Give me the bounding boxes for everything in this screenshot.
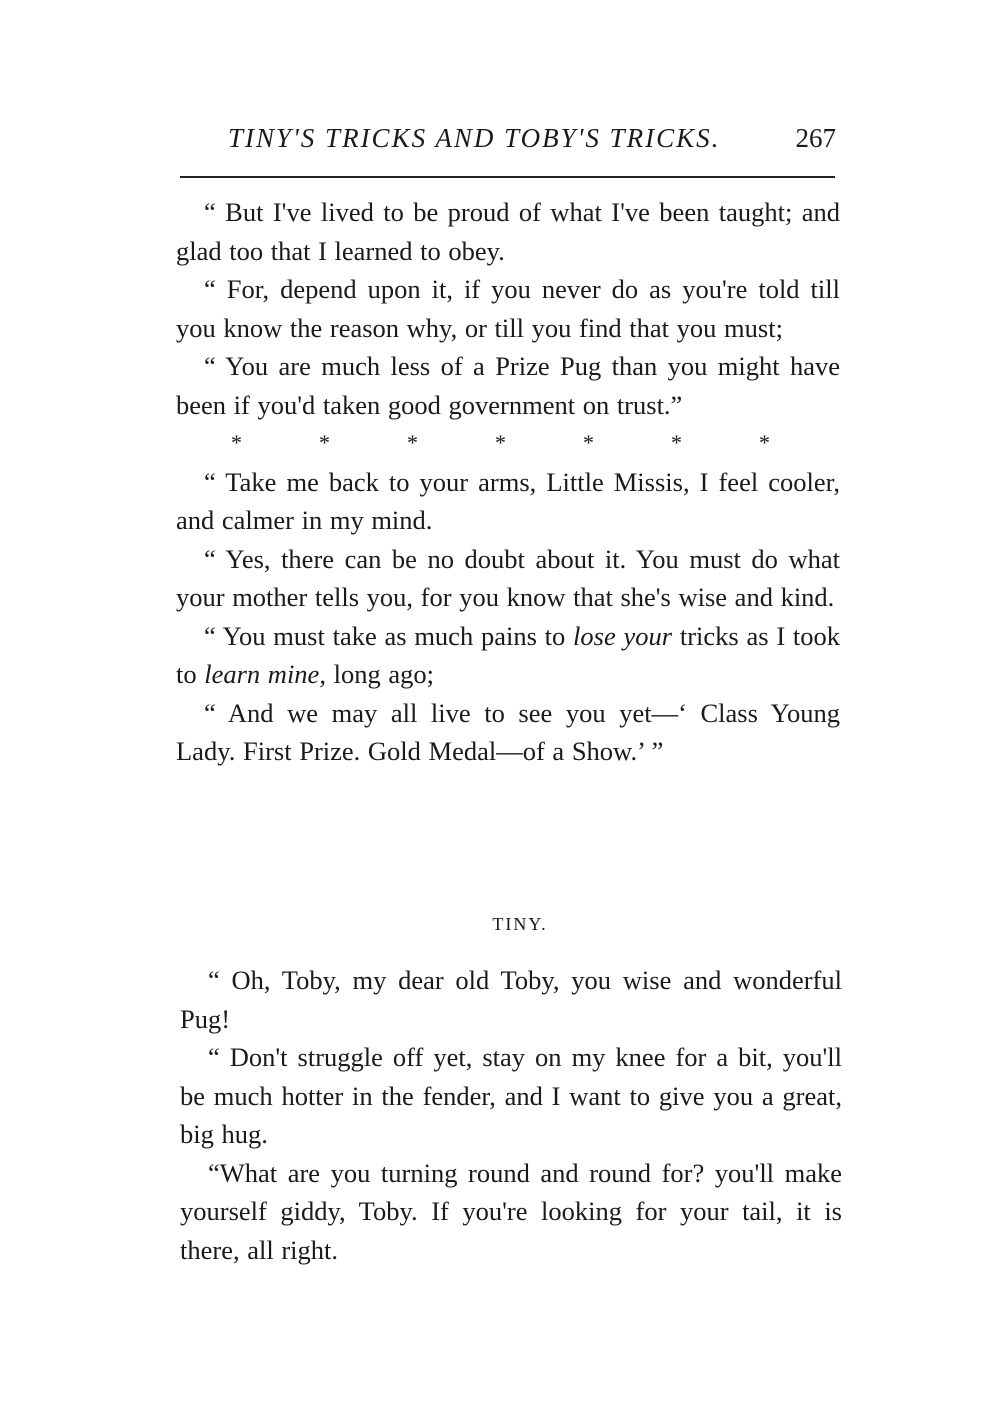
header-rule [180,176,835,178]
running-head [178,118,838,158]
star-ornament: * [495,430,506,455]
star-ornament: * [231,430,242,455]
emphasis: lose your [573,620,673,651]
paragraph [176,617,840,694]
running-title: TINY'S TRICKS AND TOBY'S TRICKS. [228,123,721,153]
star-ornament: * [671,430,682,455]
paragraph: “ Take me back to your arms, Little Missis, I feel cooler, and calmer in my mind. [176,466,840,535]
section-heading: TINY. [492,914,548,934]
page-number: 267 [795,123,836,153]
star-ornament: * [583,430,594,455]
paragraph: “What are you turning round and round for? you'll make yourself giddy, Toby. If you're looking for your tail, it is there, all right. [180,1157,842,1265]
star-ornament: * [759,430,770,455]
star-ornament: * [407,430,418,455]
paragraph: “ You are much less of a Prize Pug than you might have been if you'd taken good government on trust.” [176,351,840,420]
paragraph: “ And we may all live to see you yet—‘ Class Young Lady. First Prize. Gold Medal—of a Show.’ ” [176,697,840,766]
paragraph-text: “ You must take as much pains to [204,620,574,651]
paragraph: “ Don't struggle off yet, stay on my knee for a bit, you'll be much hotter in the fender, and I want to give you a great, big hug. [180,1042,842,1149]
paragraph: “ Oh, Toby, my dear old Toby, you wise and wonderful Pug! [180,965,842,1034]
emphasis: learn mine, [204,659,326,689]
star-ornament: * [319,430,330,455]
paragraph: “ Yes, there can be no doubt about it. You must do what your mother tells you, for you know that she's wise and kind. [176,543,840,612]
asterism-divider [176,424,840,463]
paragraph-text: long ago; [325,659,434,689]
text-block-2 [180,961,842,1269]
text-block-1 [176,193,840,771]
paragraph-text: tricks as I took to [176,620,841,689]
paragraph: “ But I've lived to be proud of what I've been taught; and glad too that I learned to obey. [176,197,840,266]
paragraph: “ For, depend upon it, if you never do as you're told till you know the reason why, or till you find that you must; [176,274,840,343]
